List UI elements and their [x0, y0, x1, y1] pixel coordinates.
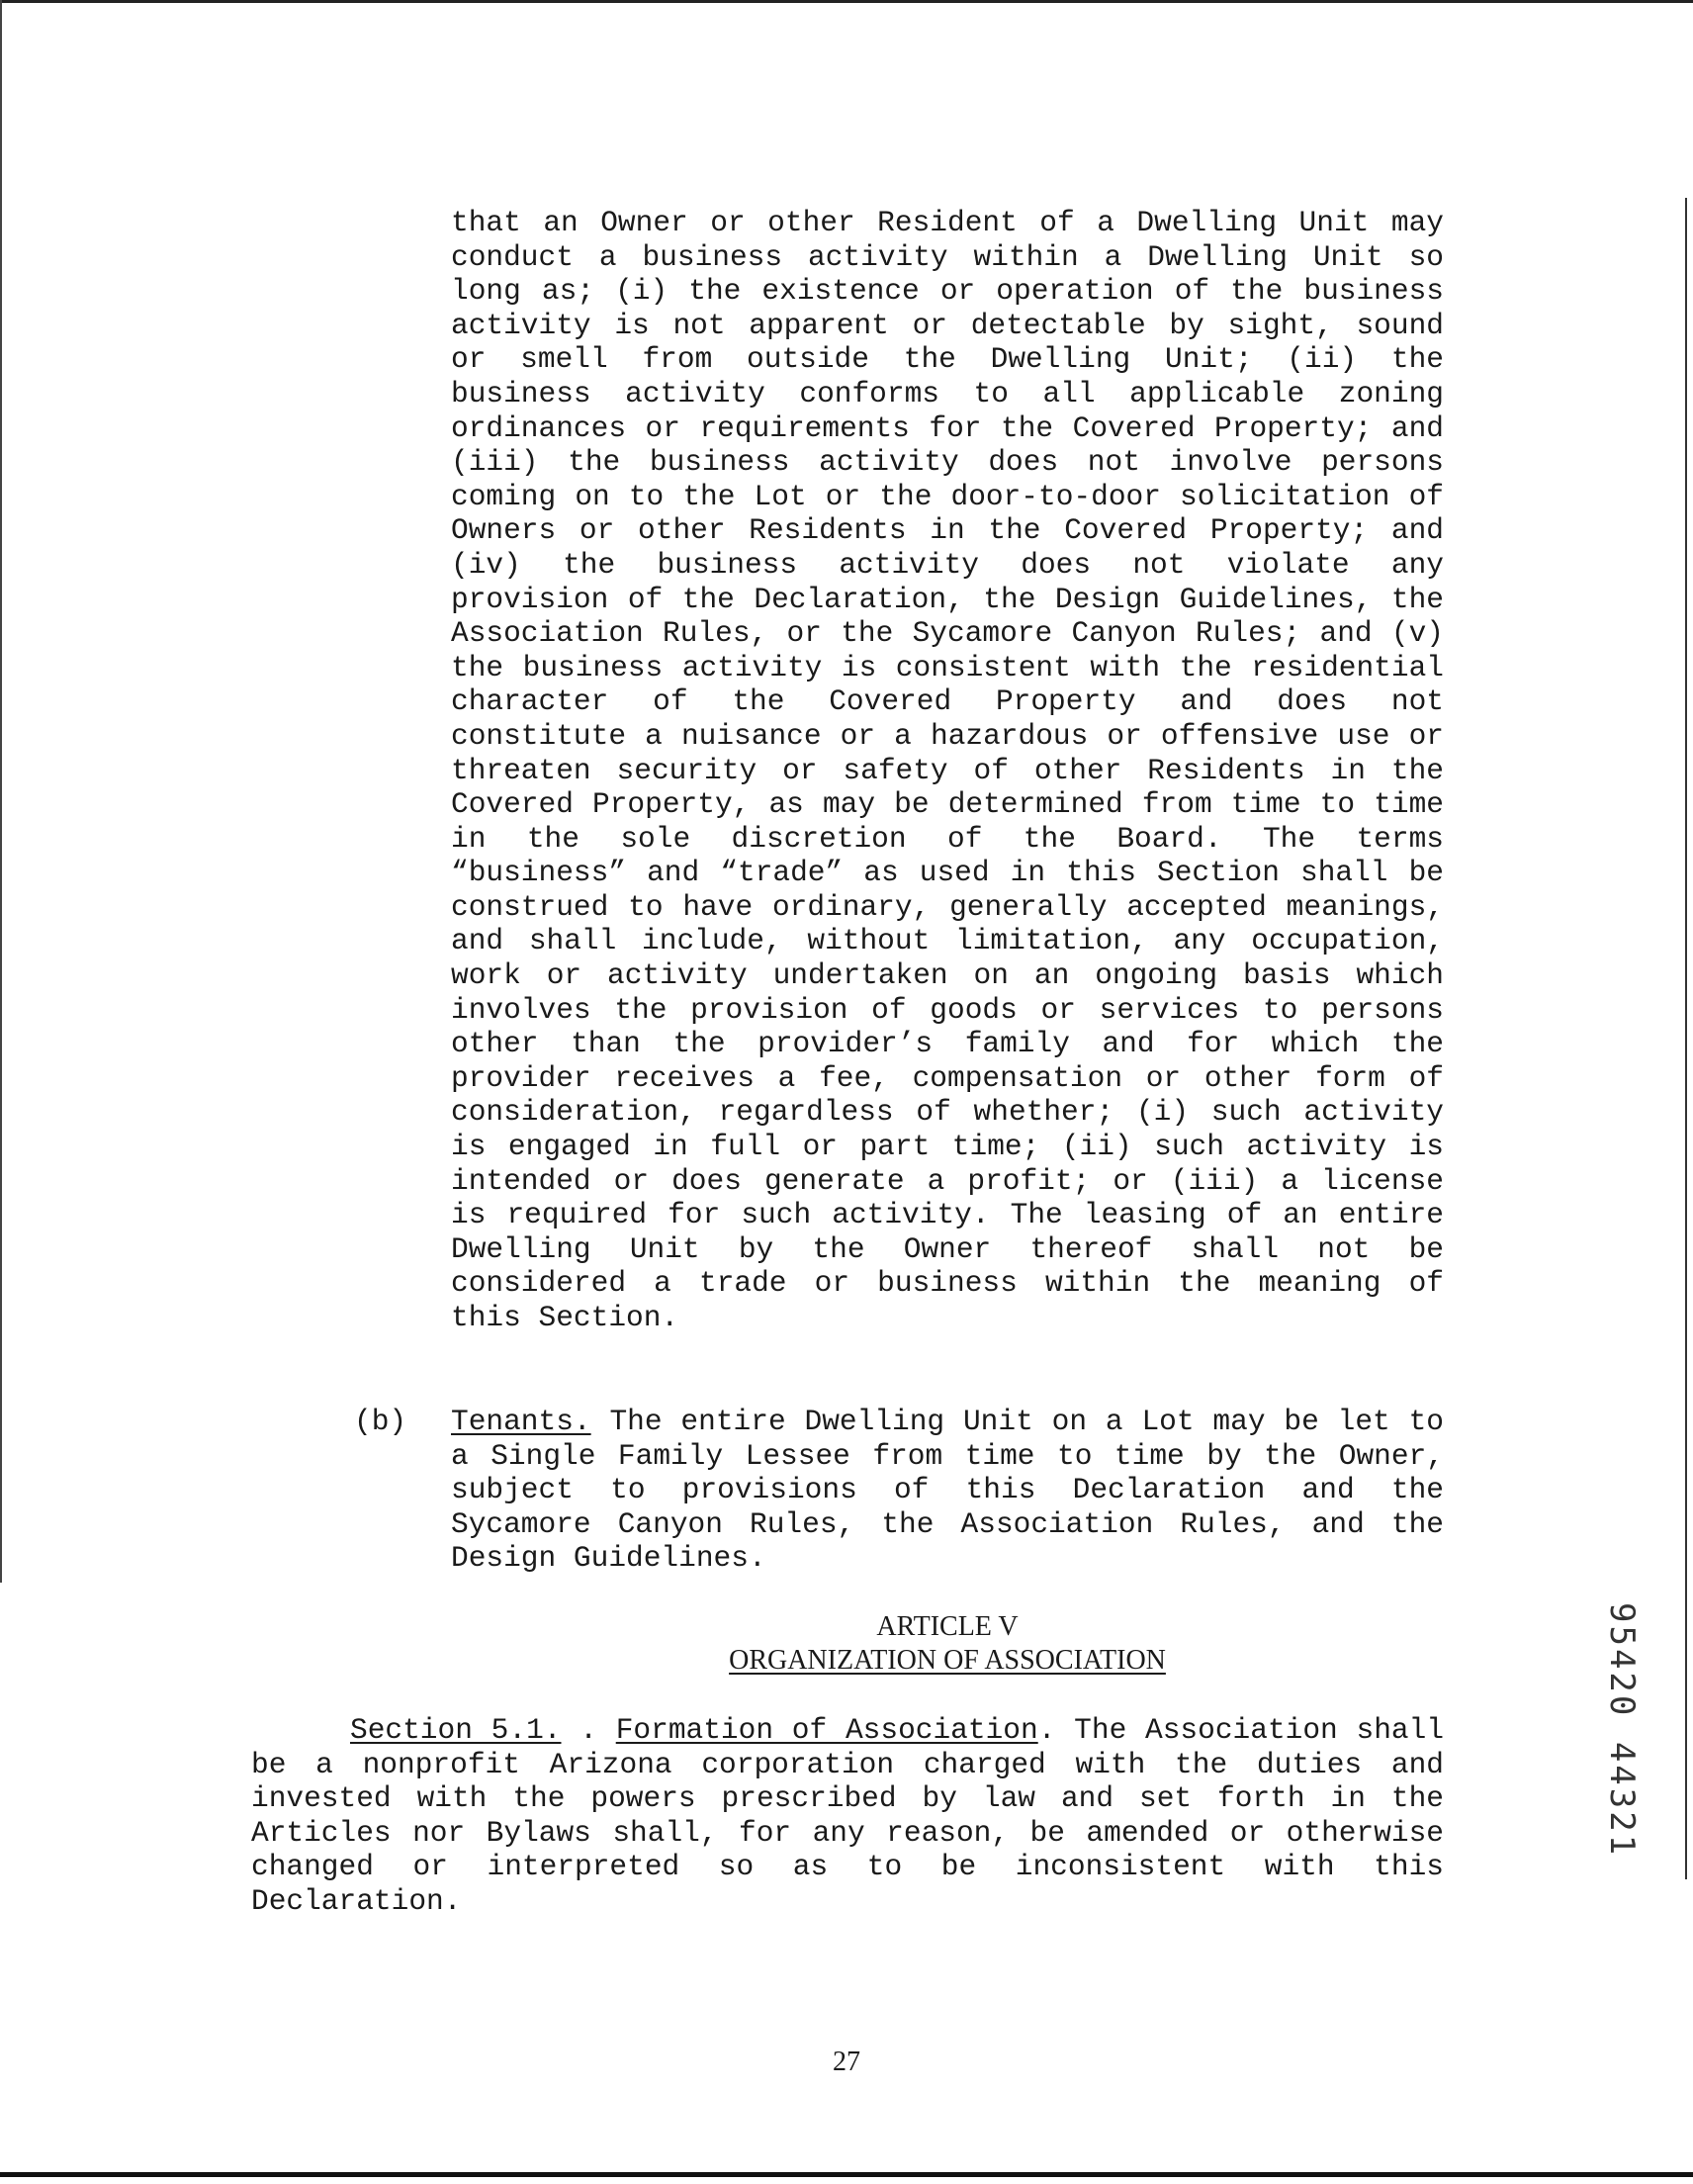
section-heading-end: .	[1037, 1713, 1056, 1747]
tenants-heading: Tenants.	[451, 1405, 591, 1438]
section-text: The Association shall be a nonprofit Arizona corporation charged with the duties and invested with the powers prescribed by law and set forth in the Articles nor Bylaws shall, for any reason, be amended or otherwise changed or interpreted so as to be inconsistent with this Declaration.	[251, 1713, 1445, 1918]
tenants-paragraph	[451, 1405, 1444, 1576]
section-separator: .	[561, 1713, 616, 1747]
left-scan-edge	[0, 0, 2, 1583]
docket-number-stamp: 95420 44321	[1602, 1602, 1642, 1859]
section-number: Section 5.1.	[350, 1713, 562, 1747]
article-title: ORGANIZATION OF ASSOCIATION	[729, 1645, 1166, 1676]
section-heading: Formation of Association	[615, 1713, 1038, 1747]
right-scan-edge	[1685, 198, 1687, 1879]
continued-paragraph: that an Owner or other Resident of a Dwelling Unit may conduct a business activity within a Dwelling Unit so long as; (i) the existence or operation of the business activity is not apparent or detectable by sight, sound or smell from outside the Dwelling Unit; (ii) the business activity conforms to all applicable zoning ordinances or requirements for the Covered Property; and (iii) the business activity does not involve persons coming on to the Lot or the door-to-door solicitation of Owners or other Residents in the Covered Property; and (iv) the business activity does not violate any provision of the Declaration, the Design Guidelines, the Association Rules, or the Sycamore Canyon Rules; and (v) the business activity is consistent with the residential character of the Covered Property and does not constitute a nuisance or a hazardous or offensive use or threaten security or safety of other Residents in the Covered Property, as may be determined from time to time in the sole discretion of the Board. The terms “business” and “trade” as used in this Section shall be construed to have ordinary, generally accepted meanings, and shall include, without limitation, any occupation, work or activity undertaken on an ongoing basis which involves the provision of goods or services to persons other than the provider’s family and for which the provider receives a fee, compensation or other form of consideration, regardless of whether; (i) such activity is engaged in full or part time; (ii) such activity is intended or does generate a profit; or (iii) a license is required for such activity. The leasing of an entire Dwelling Unit by the Owner thereof shall not be considered a trade or business within the meaning of this Section.	[451, 206, 1444, 1334]
section-5-1-paragraph	[251, 1713, 1444, 1919]
tenants-label: (b)	[354, 1405, 407, 1438]
tenants-text: The entire Dwelling Unit on a Lot may be let to a Single Family Lessee from time to time by the Owner, subject to provisions of this Declaration and the Sycamore Canyon Rules, the Association Rules, and the Design Guidelines.	[451, 1405, 1444, 1576]
bottom-border-line	[0, 2172, 1693, 2177]
page-number: 27	[833, 2047, 860, 2077]
top-border-line	[0, 0, 1693, 3]
article-number: ARTICLE V	[876, 1611, 1019, 1642]
